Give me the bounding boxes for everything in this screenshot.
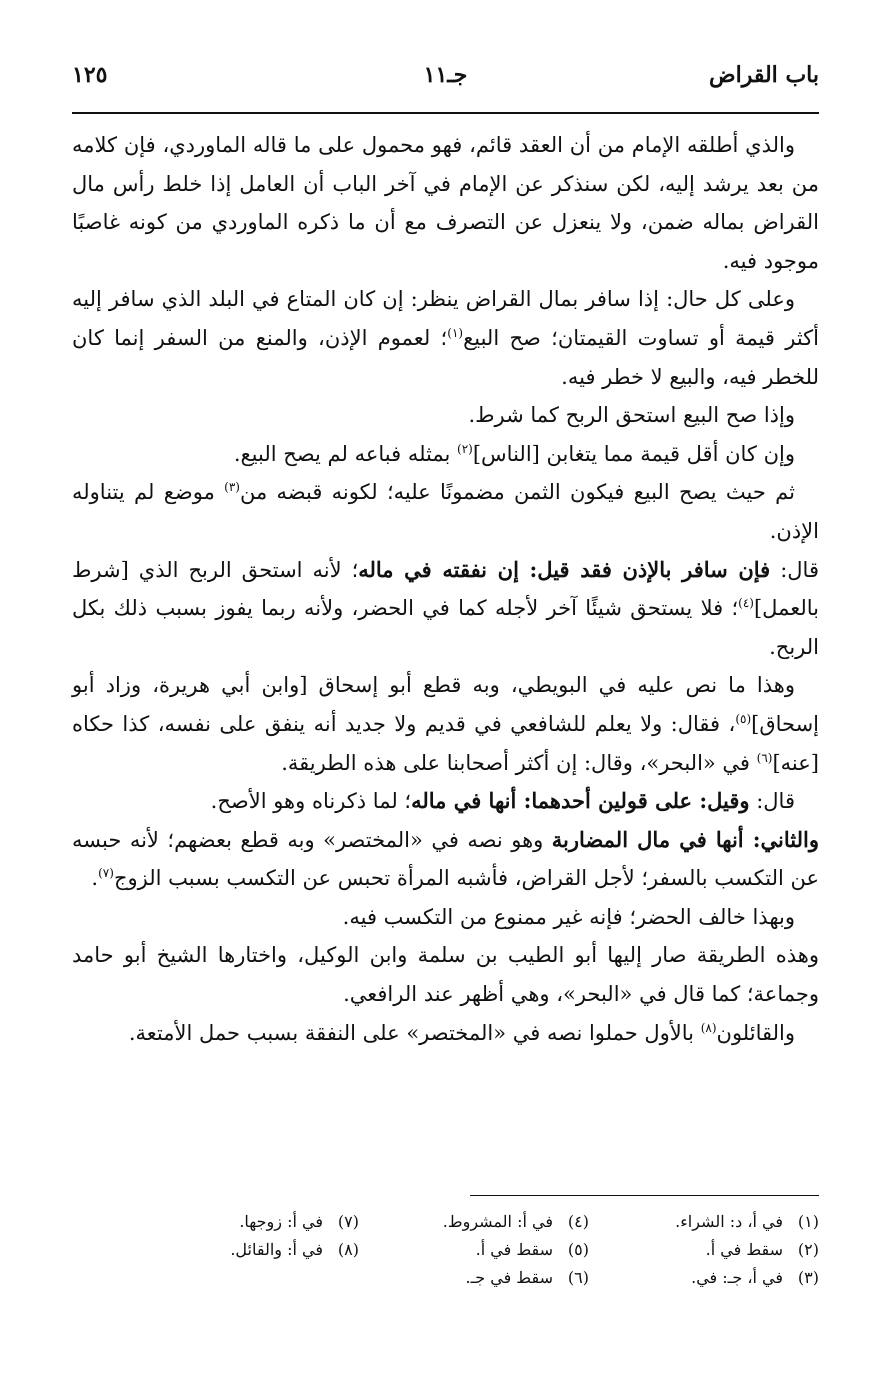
footnote-text: في أ، جـ: في. [691, 1268, 783, 1287]
text-segment: ؛ فلا يستحق شيئًا آخر لأجله كما في الحضر، ولأنه ربما يفوز بسبب ذلك بكل الربح. [72, 596, 819, 659]
text-segment: في «البحر»، وقال: إن أكثر أصحابنا على هذه الطريقة. [281, 750, 757, 775]
footnote-item [589, 1208, 819, 1236]
footnote-item [129, 1236, 359, 1264]
text-segment: . [91, 866, 99, 891]
paragraph [72, 126, 819, 280]
paragraph [72, 666, 819, 782]
text-segment: وهذا ما نص عليه في البويطي، وبه قطع أبو إسحاق [وابن أبي هريرة، وزاد أبو إسحاق] [72, 673, 820, 736]
volume-number: جـ١١ [423, 62, 468, 88]
footnote-column [129, 1208, 359, 1292]
footnotes [100, 1208, 819, 1292]
footnote-item [589, 1264, 819, 1292]
footnote-number: (٢) [797, 1240, 819, 1259]
paragraph [72, 473, 819, 550]
chapter-title: باب القراض [709, 62, 819, 88]
footnote-number: (٣) [797, 1268, 819, 1287]
text-segment: قال: [749, 789, 795, 814]
footnote-item [129, 1208, 359, 1236]
text-segment: والذي أطلقه الإمام من أن العقد قائم، فهو محمول على ما قاله الماوردي، فإن كلامه من بعد يرشد إليه، لكن سنذكر عن الإمام في آخر الباب أن العامل إذا خلط رأس مال القراض بماله ضمن، ولا ينعزل عن التصرف مع أن ما ذكره الماوردي من كونه غاصبًا موجود فيه. [72, 133, 819, 273]
footnote-ref: (٢) [457, 441, 473, 456]
footnote-text: في أ، د: الشراء. [675, 1212, 783, 1231]
footnote-ref: (٦) [756, 750, 773, 765]
footnote-item [359, 1208, 589, 1236]
text-segment: ، فقال: ولا يعلم للشافعي في قديم ولا جديد أنه ينفق على نفسه، كذا حكاه [عنه] [72, 711, 819, 775]
main-text [72, 126, 819, 1052]
footnote-item [589, 1236, 819, 1264]
text-segment: وهو نصه في «المختصر» وبه قطع بعضهم؛ لأنه حبسه عن التكسب بالسفر؛ لأجل القراض، فأشبه المرأة تحبس عن التكسب بسبب الزوج [72, 827, 819, 891]
text-segment: وإن كان أقل قيمة مما يتغابن [الناس] [472, 441, 795, 466]
page-number: ١٢٥ [72, 62, 108, 88]
footnote-column [589, 1208, 819, 1292]
running-header [72, 62, 819, 102]
footnote-divider [470, 1195, 819, 1196]
paragraph [72, 782, 819, 821]
paragraph [72, 435, 819, 474]
footnote-number: (٦) [567, 1268, 589, 1287]
footnote-text: في أ: زوجها. [239, 1212, 323, 1231]
paragraph [72, 1014, 819, 1053]
footnote-item [359, 1236, 589, 1264]
footnote-ref: (٤) [738, 596, 754, 611]
footnote-ref: (٧) [98, 866, 114, 881]
footnote-ref: (٨) [700, 1020, 717, 1035]
paragraph [72, 551, 819, 667]
footnote-number: (١) [797, 1212, 819, 1231]
bold-text: فإن سافر بالإذن فقد قيل: إن نفقته في ماله [358, 556, 771, 582]
text-segment: ؛ لأنه استحق الربح الذي [شرط بالعمل] [72, 557, 819, 621]
text-segment: وإذا صح البيع استحق الربح كما شرط. [468, 403, 795, 428]
footnote-ref: (١) [447, 325, 464, 340]
text-segment: ثم حيث يصح البيع فيكون الثمن مضمونًا عليه؛ لكونه قبضه من [239, 480, 795, 505]
footnote-text: سقط في أ. [475, 1240, 553, 1259]
footnote-ref: (٣) [224, 480, 240, 495]
footnote-column [359, 1208, 589, 1292]
text-segment: قال: [770, 557, 819, 582]
paragraph [72, 936, 819, 1013]
footnote-text: سقط في جـ. [465, 1268, 553, 1287]
paragraph [72, 396, 819, 435]
text-segment: ؛ لعموم الإذن، والمنع من السفر إنما كان للخطر فيه، والبيع لا خطر فيه. [72, 325, 819, 389]
text-segment: ؛ لما ذكرناه وهو الأصح. [210, 789, 412, 814]
footnote-text: في أ: والقائل. [230, 1240, 323, 1259]
text-segment: موضع لم يتناوله الإذن. [72, 480, 819, 543]
bold-text: والثاني: أنها في مال المضاربة [551, 826, 819, 852]
text-segment: وبهذا خالف الحضر؛ فإنه غير ممنوع من التكسب فيه. [342, 904, 795, 929]
paragraph [72, 821, 819, 898]
text-segment: بمثله فباعه لم يصح البيع. [233, 441, 458, 466]
footnote-text: سقط في أ. [705, 1240, 783, 1259]
header-divider [72, 112, 819, 114]
paragraph [72, 898, 819, 937]
footnote-number: (٨) [337, 1240, 359, 1259]
text-segment: وهذه الطريقة صار إليها أبو الطيب بن سلمة وابن الوكيل، واختارها الشيخ أبو حامد وجماعة؛ كما قال في «البحر»، وهي أظهر عند الرافعي. [72, 943, 819, 1007]
text-segment: وعلى كل حال: إذا سافر بمال القراض ينظر: إن كان المتاع في البلد الذي سافر إليه أكثر قيمة أو تساوت القيمتان؛ صح البيع [72, 287, 819, 350]
footnote-text: في أ: المشروط. [442, 1212, 553, 1231]
footnote-number: (٧) [337, 1212, 359, 1231]
bold-text: وقيل: على قولين أحدهما: أنها في ماله [411, 788, 750, 814]
footnote-item [359, 1264, 589, 1292]
paragraph [72, 280, 819, 396]
footnote-number: (٤) [567, 1212, 589, 1231]
footnote-number: (٥) [567, 1240, 589, 1259]
footnote-ref: (٥) [735, 711, 752, 726]
text-segment: بالأول حملوا نصه في «المختصر» على النفقة بسبب حمل الأمتعة. [128, 1020, 701, 1045]
text-segment: والقائلون [716, 1020, 795, 1045]
